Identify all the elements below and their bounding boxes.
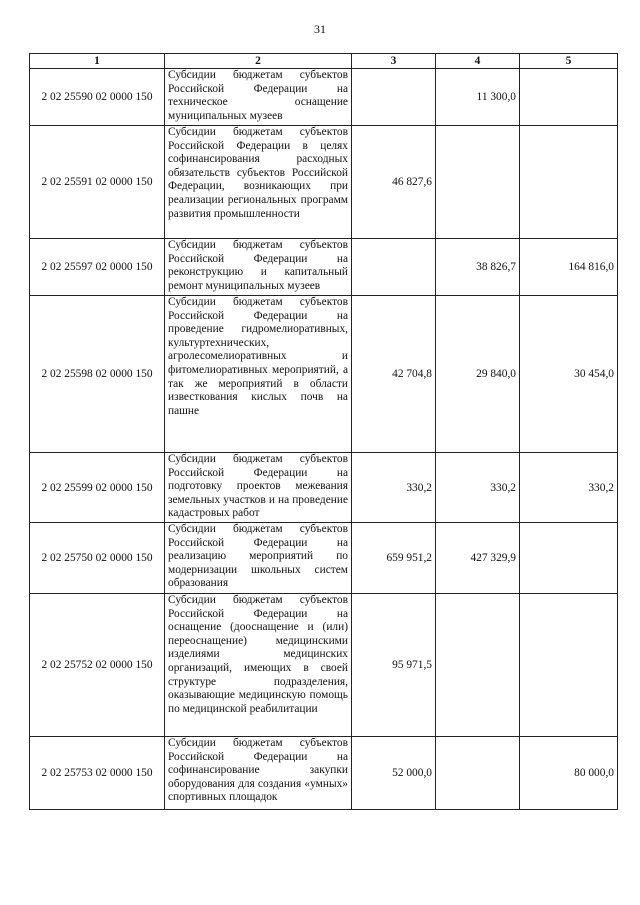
budget-code-cell: 2 02 25590 02 0000 150 bbox=[30, 69, 165, 126]
table-row bbox=[30, 126, 618, 239]
amount-cell-3: 42 704,8 bbox=[352, 296, 436, 453]
description-cell: Субсидии бюджетам субъектов Российской Федерации на реализацию мероприятий по модернизации школьных систем образования bbox=[165, 523, 352, 594]
amount-cell-5: 30 454,0 bbox=[520, 296, 618, 453]
column-header-3: 3 bbox=[352, 54, 436, 69]
budget-code-cell: 2 02 25599 02 0000 150 bbox=[30, 453, 165, 523]
table-row bbox=[30, 523, 618, 594]
page-number: 31 bbox=[314, 22, 326, 36]
column-header-1: 1 bbox=[30, 54, 165, 69]
amount-cell-5: 164 816,0 bbox=[520, 239, 618, 296]
amount-cell-3: 330,2 bbox=[352, 453, 436, 523]
amount-cell-3: 46 827,6 bbox=[352, 126, 436, 239]
table-row bbox=[30, 239, 618, 296]
amount-cell-5 bbox=[520, 523, 618, 594]
budget-table bbox=[29, 53, 618, 810]
description-cell: Субсидии бюджетам субъектов Российской Федерации на реконструкцию и капитальный ремонт муниципальных музеев bbox=[165, 239, 352, 296]
budget-code-cell: 2 02 25598 02 0000 150 bbox=[30, 296, 165, 453]
amount-cell-4: 330,2 bbox=[436, 453, 520, 523]
budget-code-cell: 2 02 25752 02 0000 150 bbox=[30, 594, 165, 737]
table-row bbox=[30, 296, 618, 453]
budget-code-cell: 2 02 25753 02 0000 150 bbox=[30, 737, 165, 810]
amount-cell-3 bbox=[352, 69, 436, 126]
table-header-row bbox=[30, 54, 618, 69]
amount-cell-5: 330,2 bbox=[520, 453, 618, 523]
amount-cell-3: 95 971,5 bbox=[352, 594, 436, 737]
table-row bbox=[30, 453, 618, 523]
amount-cell-5 bbox=[520, 594, 618, 737]
table-row bbox=[30, 69, 618, 126]
amount-cell-5: 80 000,0 bbox=[520, 737, 618, 810]
amount-cell-4: 427 329,9 bbox=[436, 523, 520, 594]
description-cell: Субсидии бюджетам субъектов Российской Федерации на проведение гидромелиоративных, культуртехнических, агролесомелиоративных и фитомелиоративных мероприятий, а так же мероприятий в области известкования кислых почв на пашне bbox=[165, 296, 352, 453]
amount-cell-4 bbox=[436, 594, 520, 737]
description-cell: Субсидии бюджетам субъектов Российской Федерации на оснащение (дооснащение и (или) переоснащение) медицинскими изделиями медицинских организаций, имеющих в своей структуре подразделения, оказывающие медицинскую помощь по медицинской реабилитации bbox=[165, 594, 352, 737]
table-row bbox=[30, 737, 618, 810]
amount-cell-4 bbox=[436, 737, 520, 810]
description-cell: Субсидии бюджетам субъектов Российской Федерации в целях софинансирования расходных обязательств субъектов Российской Федерации, возникающих при реализации региональных программ развития промышленности bbox=[165, 126, 352, 239]
amount-cell-3: 659 951,2 bbox=[352, 523, 436, 594]
budget-code-cell: 2 02 25597 02 0000 150 bbox=[30, 239, 165, 296]
description-cell: Субсидии бюджетам субъектов Российской Федерации на софинансирование закупки оборудования для создания «умных» спортивных площадок bbox=[165, 737, 352, 810]
amount-cell-4: 38 826,7 bbox=[436, 239, 520, 296]
amount-cell-3: 52 000,0 bbox=[352, 737, 436, 810]
column-header-2: 2 bbox=[165, 54, 352, 69]
amount-cell-4 bbox=[436, 126, 520, 239]
amount-cell-4: 29 840,0 bbox=[436, 296, 520, 453]
budget-code-cell: 2 02 25591 02 0000 150 bbox=[30, 126, 165, 239]
column-header-4: 4 bbox=[436, 54, 520, 69]
budget-code-cell: 2 02 25750 02 0000 150 bbox=[30, 523, 165, 594]
amount-cell-5 bbox=[520, 69, 618, 126]
amount-cell-3 bbox=[352, 239, 436, 296]
column-header-5: 5 bbox=[520, 54, 618, 69]
description-cell: Субсидии бюджетам субъектов Российской Федерации на техническое оснащение муниципальных музеев bbox=[165, 69, 352, 126]
amount-cell-5 bbox=[520, 126, 618, 239]
table-row bbox=[30, 594, 618, 737]
description-cell: Субсидии бюджетам субъектов Российской Федерации на подготовку проектов межевания земельных участков и на проведение кадастровых работ bbox=[165, 453, 352, 523]
amount-cell-4: 11 300,0 bbox=[436, 69, 520, 126]
